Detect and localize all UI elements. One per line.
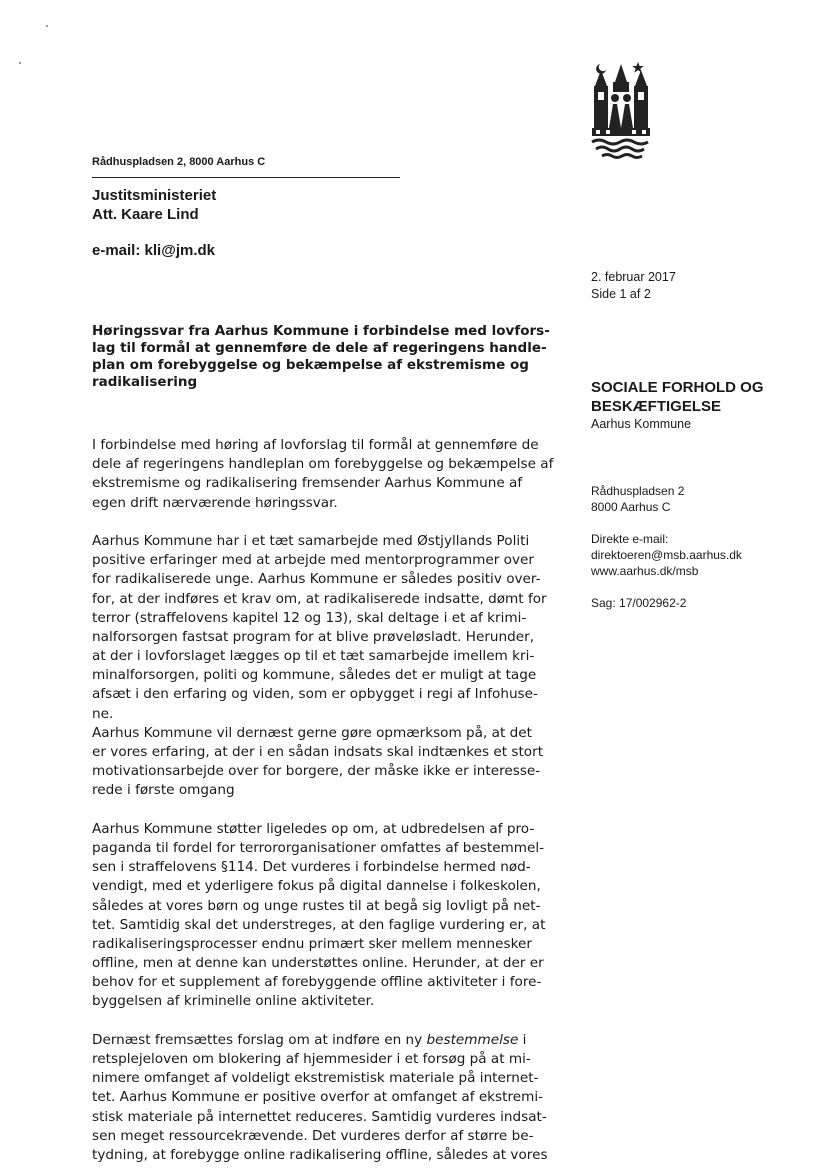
paragraph-1 bbox=[92, 436, 572, 513]
body-line: Aarhus Kommune vil dernæst gerne gøre opmærksom på, at det bbox=[92, 724, 532, 741]
recipient-att: Att. Kaare Lind bbox=[92, 206, 199, 223]
aarhus-coat-of-arms-logo bbox=[586, 58, 656, 162]
body-line: motivationsarbejde over for borgere, der måske ikke er interesse- bbox=[92, 763, 541, 780]
department-name-line1: SOCIALE FORHOLD OG bbox=[591, 379, 764, 396]
contact-web: www.aarhus.dk/msb bbox=[591, 564, 699, 578]
body-line: at der i lovforslaget lægges op til et tæt samarbejde imellem kri- bbox=[92, 648, 535, 665]
body-line bbox=[92, 1031, 572, 1050]
department-name-line2: BESKÆFTIGELSE bbox=[591, 398, 722, 415]
body-line: tet. Aarhus Kommune er positive overfor at omfanget af ekstremi- bbox=[92, 1089, 544, 1106]
letter-subject bbox=[92, 323, 567, 391]
department-block bbox=[591, 378, 764, 432]
body-text: Dernæst fremsættes forslag om at indføre en ny bbox=[92, 1031, 427, 1048]
recipient-block bbox=[92, 186, 216, 224]
body-line: nimere omfanget af voldeligt ekstremistisk materiale på internet- bbox=[92, 1070, 539, 1087]
case-number: Sag: 17/002962-2 bbox=[591, 596, 687, 610]
subject-line: radikalisering bbox=[92, 374, 198, 390]
body-line: tydning, at forebygge online radikalisering offline, således at vores bbox=[92, 1146, 548, 1163]
body-line: for, at der indføres et krav om, at radikaliserede indsatte, dømt for bbox=[92, 590, 547, 607]
body-line: byggelsen af kriminelle online aktiviteter. bbox=[92, 993, 375, 1010]
recipient-email: e-mail: kli@jm.dk bbox=[92, 242, 215, 259]
body-line: stisk materiale på internettet reduceres. Samtidig vurderes indsat- bbox=[92, 1108, 547, 1125]
subject-line: plan om forebyggelse og bekæmpelse af ekstremisme og bbox=[92, 357, 529, 373]
contact-direct-label: Direkte e-mail: bbox=[591, 532, 669, 546]
paragraph-3 bbox=[92, 820, 572, 1012]
body-line: terror (straffelovens kapitel 12 og 13), skal deltage i et af krimi- bbox=[92, 609, 527, 626]
body-line: vendigt, med et yderligere fokus på digital dannelse i folkeskolen, bbox=[92, 878, 541, 895]
body-line: ne. bbox=[92, 705, 114, 722]
contact-street: Rådhuspladsen 2 bbox=[591, 484, 685, 498]
body-line: retsplejeloven om blokering af hjemmesider i et forsøg på at mi- bbox=[92, 1051, 531, 1067]
contact-city: 8000 Aarhus C bbox=[591, 500, 671, 514]
sender-address-rule bbox=[92, 177, 400, 178]
department-org: Aarhus Kommune bbox=[591, 417, 692, 431]
body-line: positive erfaringer med at arbejde med mentorprogrammer over bbox=[92, 552, 534, 569]
body-line: rede i første omgang bbox=[92, 782, 235, 799]
subject-line: Høringssvar fra Aarhus Kommune i forbindelse med lovfors- bbox=[92, 323, 550, 339]
body-line: behov for et supplement af forebyggende offline aktiviteter i fore- bbox=[92, 974, 542, 991]
body-line: ekstremisme og radikalisering fremsender Aarhus Kommune af bbox=[92, 475, 523, 492]
body-line: afsæt i den erfaring og viden, som er opbygget i regi af Infohuse- bbox=[92, 686, 538, 703]
body-line: paganda til fordel for terrororganisationer omfattes af bestemmel- bbox=[92, 839, 545, 856]
contact-email: direktoeren@msb.aarhus.dk bbox=[591, 548, 742, 562]
body-line: sen meget ressourcekrævende. Det vurderes derfor af større be- bbox=[92, 1127, 534, 1144]
body-line: offline, men at denne kan understøttes online. Herunder, at der er bbox=[92, 955, 544, 972]
body-line: radikaliseringsprocesser endnu primært sker mellem mennesker bbox=[92, 935, 532, 952]
date-block bbox=[591, 269, 676, 303]
body-line: minalforsorgen, politi og kommune, således det er muligt at tage bbox=[92, 667, 537, 684]
body-text: i bbox=[518, 1031, 527, 1048]
contact-address bbox=[591, 483, 684, 515]
contact-online bbox=[591, 531, 742, 579]
body-line: Aarhus Kommune støtter ligeledes op om, at udbredelsen af pro- bbox=[92, 820, 535, 837]
body-line: således at vores børn og unge rustes til at begå sig lovligt på net- bbox=[92, 897, 541, 914]
paragraph-4 bbox=[92, 1031, 572, 1165]
body-line: dele af regeringens handleplan om forebyggelse og bekæmpelse af bbox=[92, 456, 554, 473]
page-indicator: Side 1 af 2 bbox=[591, 287, 651, 301]
body-line: tet. Samtidig skal det understreges, at den faglige vurdering er, at bbox=[92, 916, 546, 933]
body-line: for radikaliserede unge. Aarhus Kommune er således positiv over- bbox=[92, 571, 541, 588]
subject-line: lag til formål at gennemføre de dele af regeringens handle- bbox=[92, 340, 547, 356]
paragraph-2 bbox=[92, 532, 572, 801]
body-line: I forbindelse med høring af lovforslag til formål at gennemføre de bbox=[92, 437, 539, 453]
body-line: er vores erfaring, at der i en sådan indsats skal indtænkes et stort bbox=[92, 744, 544, 760]
letter-body bbox=[92, 436, 572, 1165]
recipient-name: Justitsministeriet bbox=[92, 187, 217, 204]
body-line: sen i straffelovens §114. Det vurderes i forbindelse hermed nød- bbox=[92, 859, 531, 876]
letter-date: 2. februar 2017 bbox=[591, 270, 676, 284]
body-line: nalforsorgen fastsat program for at blive prøveløsladt. Herunder, bbox=[92, 628, 535, 645]
body-text-emphasis: bestemmelse bbox=[426, 1031, 519, 1048]
body-line: Aarhus Kommune har i et tæt samarbejde med Østjyllands Politi bbox=[92, 532, 530, 549]
body-line: egen drift nærværende høringssvar. bbox=[92, 494, 338, 511]
sender-address: Rådhuspladsen 2, 8000 Aarhus C bbox=[92, 156, 266, 168]
